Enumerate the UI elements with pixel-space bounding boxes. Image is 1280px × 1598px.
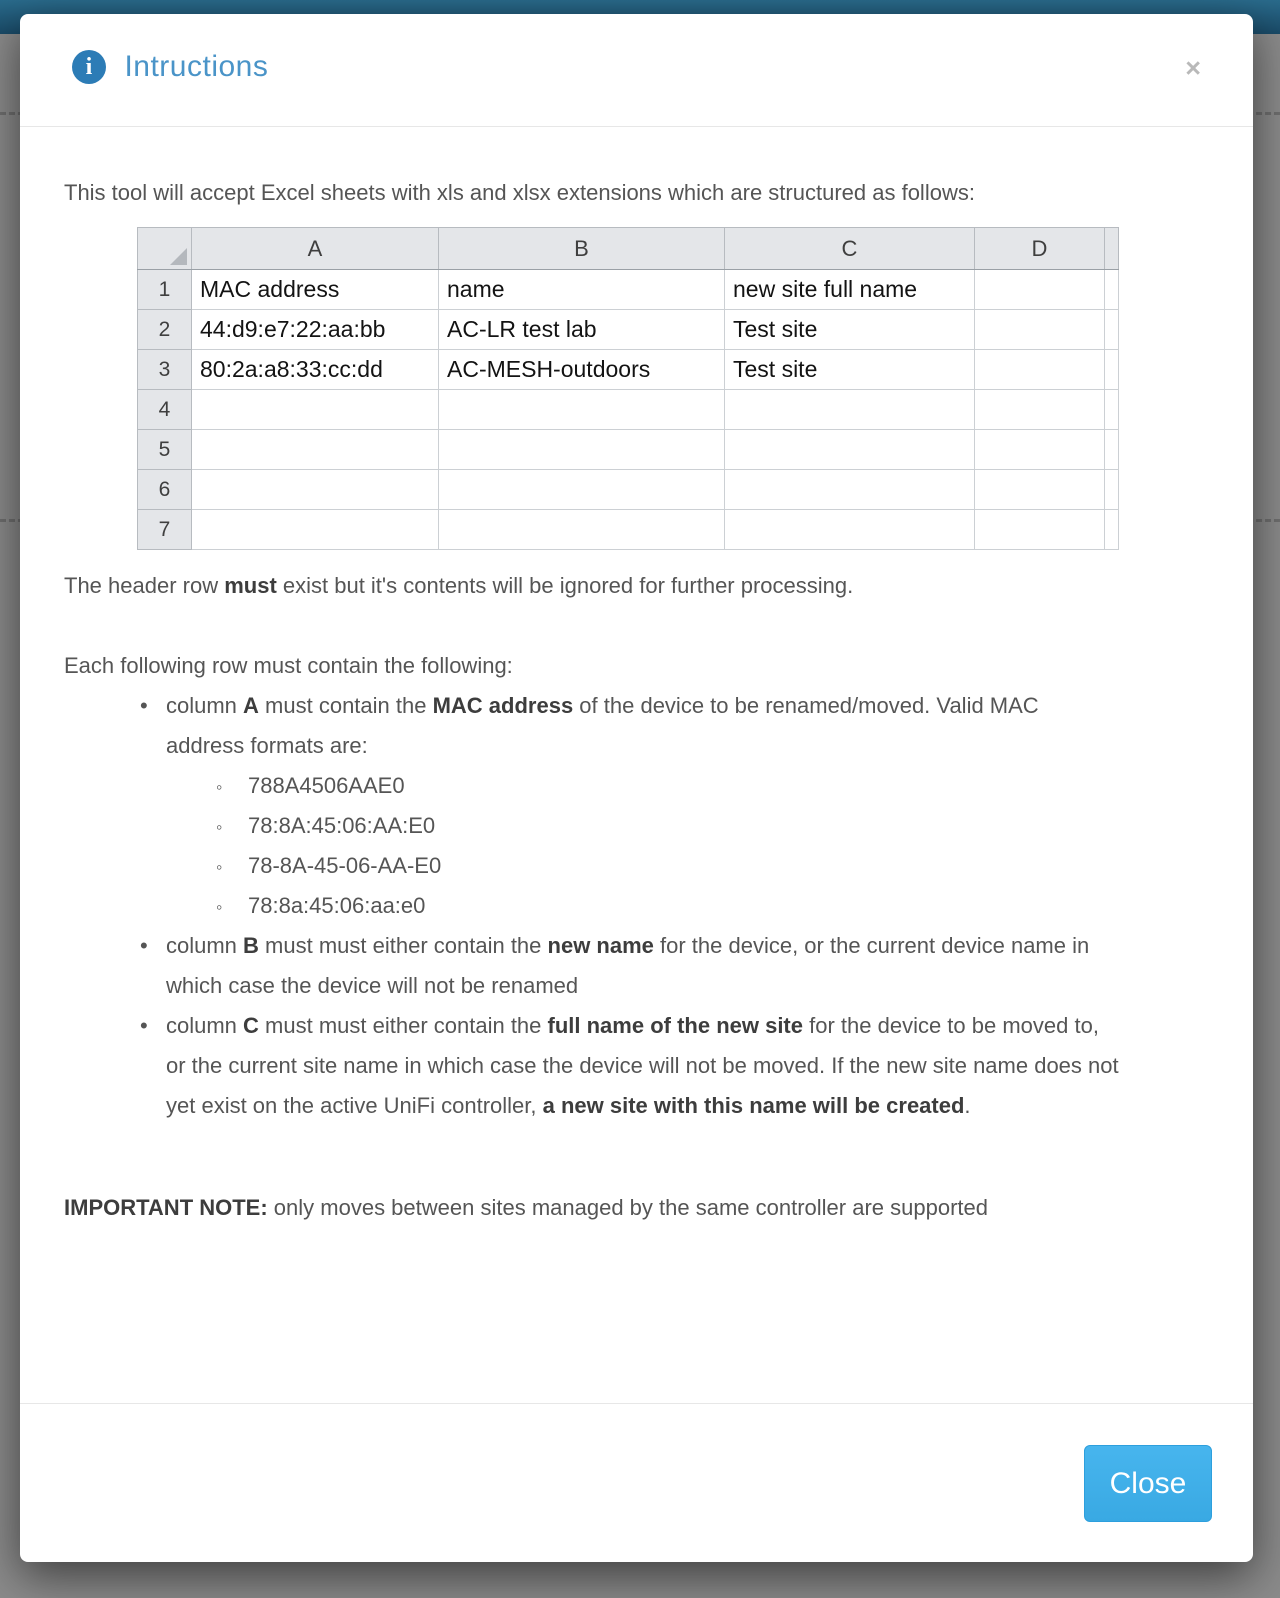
close-icon[interactable]: × [1185, 53, 1201, 83]
sheet-cell [975, 390, 1105, 430]
modal-header [20, 14, 1253, 127]
mac-format-list [166, 766, 1121, 926]
sheet-cell: 80:2a:a8:33:cc:dd [192, 350, 439, 390]
sheet-cell [975, 350, 1105, 390]
column-c-text: column C must must either contain the full name of the new site for the device to be moved to, or the current site name in which case the device will not be moved. If the new site name does not yet exist on the active UniFi controller, a new site with this name will be created. [166, 1013, 1119, 1118]
sheet-cell [1105, 510, 1119, 550]
column-b-text: column B must must either contain the new name for the device, or the current device name in which case the device will not be renamed [166, 933, 1090, 998]
sheet-corner-cell [138, 228, 192, 270]
sheet-cell [192, 430, 439, 470]
sheet-cell: new site full name [725, 270, 975, 310]
sheet-row [138, 510, 1119, 550]
header-row-note: The header row must exist but it's contents will be ignored for further processing. [64, 573, 854, 598]
sheet-cell [1105, 390, 1119, 430]
sheet-row [138, 350, 1119, 390]
row-number: 7 [138, 510, 192, 550]
sheet-cell: MAC address [192, 270, 439, 310]
select-all-triangle-icon [170, 248, 187, 265]
column-spec-list [64, 686, 1209, 1126]
modal-body [20, 173, 1253, 1228]
sheet-cell: 44:d9:e7:22:aa:bb [192, 310, 439, 350]
row-number: 2 [138, 310, 192, 350]
following-rows-label: Each following row must contain the following: [64, 653, 513, 678]
sheet-cell [1105, 270, 1119, 310]
sheet-cell [192, 390, 439, 430]
sheet-cell [975, 510, 1105, 550]
sheet-cell [975, 310, 1105, 350]
intro-paragraph: This tool will accept Excel sheets with xls and xlsx extensions which are structured as follows: [64, 180, 975, 205]
sheet-cell [1105, 470, 1119, 510]
sheet-cell [975, 430, 1105, 470]
sheet-cell [192, 470, 439, 510]
sheet-cell [1105, 430, 1119, 470]
modal-title: Intructions [124, 50, 269, 83]
sheet-row [138, 470, 1119, 510]
important-note: IMPORTANT NOTE: only moves between sites managed by the same controller are supported [64, 1195, 988, 1220]
close-button[interactable]: Close [1084, 1445, 1212, 1522]
instructions-modal [20, 14, 1253, 1562]
mac-format-item: ◦ 78:8a:45:06:aa:e0 [166, 886, 1121, 926]
sheet-cell [725, 390, 975, 430]
excel-example-table [137, 227, 1119, 541]
mac-format-item: ◦ 788A4506AAE0 [166, 766, 1121, 806]
sheet-cell [725, 470, 975, 510]
sheet-column-header: D [975, 228, 1105, 270]
sheet-cell [725, 430, 975, 470]
sheet-cell [1105, 310, 1119, 350]
sheet-cell [439, 390, 725, 430]
sheet-cell [1105, 350, 1119, 390]
sheet-row [138, 430, 1119, 470]
sheet-header-row [138, 228, 1119, 270]
row-number: 5 [138, 430, 192, 470]
sheet-row [138, 270, 1119, 310]
row-number: 1 [138, 270, 192, 310]
sheet-column-header [1105, 228, 1119, 270]
sheet-column-header: B [439, 228, 725, 270]
info-icon: i [72, 50, 106, 84]
row-number: 3 [138, 350, 192, 390]
modal-footer [20, 1403, 1253, 1562]
row-number: 4 [138, 390, 192, 430]
sheet-column-header: A [192, 228, 439, 270]
sheet-cell [725, 510, 975, 550]
sheet-cell [192, 510, 439, 550]
list-item-column-c [64, 1006, 1209, 1126]
sheet-row [138, 390, 1119, 430]
sheet-cell: Test site [725, 350, 975, 390]
sheet-cell: AC-LR test lab [439, 310, 725, 350]
sheet-cell: Test site [725, 310, 975, 350]
sheet-row [138, 310, 1119, 350]
list-item-column-a [64, 686, 1209, 926]
sheet-cell [975, 470, 1105, 510]
sheet-cell: AC-MESH-outdoors [439, 350, 725, 390]
row-number: 6 [138, 470, 192, 510]
sheet-column-header: C [725, 228, 975, 270]
mac-format-item: ◦ 78-8A-45-06-AA-E0 [166, 846, 1121, 886]
column-a-text: column A must contain the MAC address of the device to be renamed/moved. Valid MAC address formats are: [166, 693, 1039, 758]
sheet-cell [439, 510, 725, 550]
list-item-column-b [64, 926, 1209, 1006]
sheet-cell: name [439, 270, 725, 310]
sheet-cell [439, 430, 725, 470]
sheet-cell [439, 470, 725, 510]
sheet-cell [975, 270, 1105, 310]
mac-format-item: ◦ 78:8A:45:06:AA:E0 [166, 806, 1121, 846]
